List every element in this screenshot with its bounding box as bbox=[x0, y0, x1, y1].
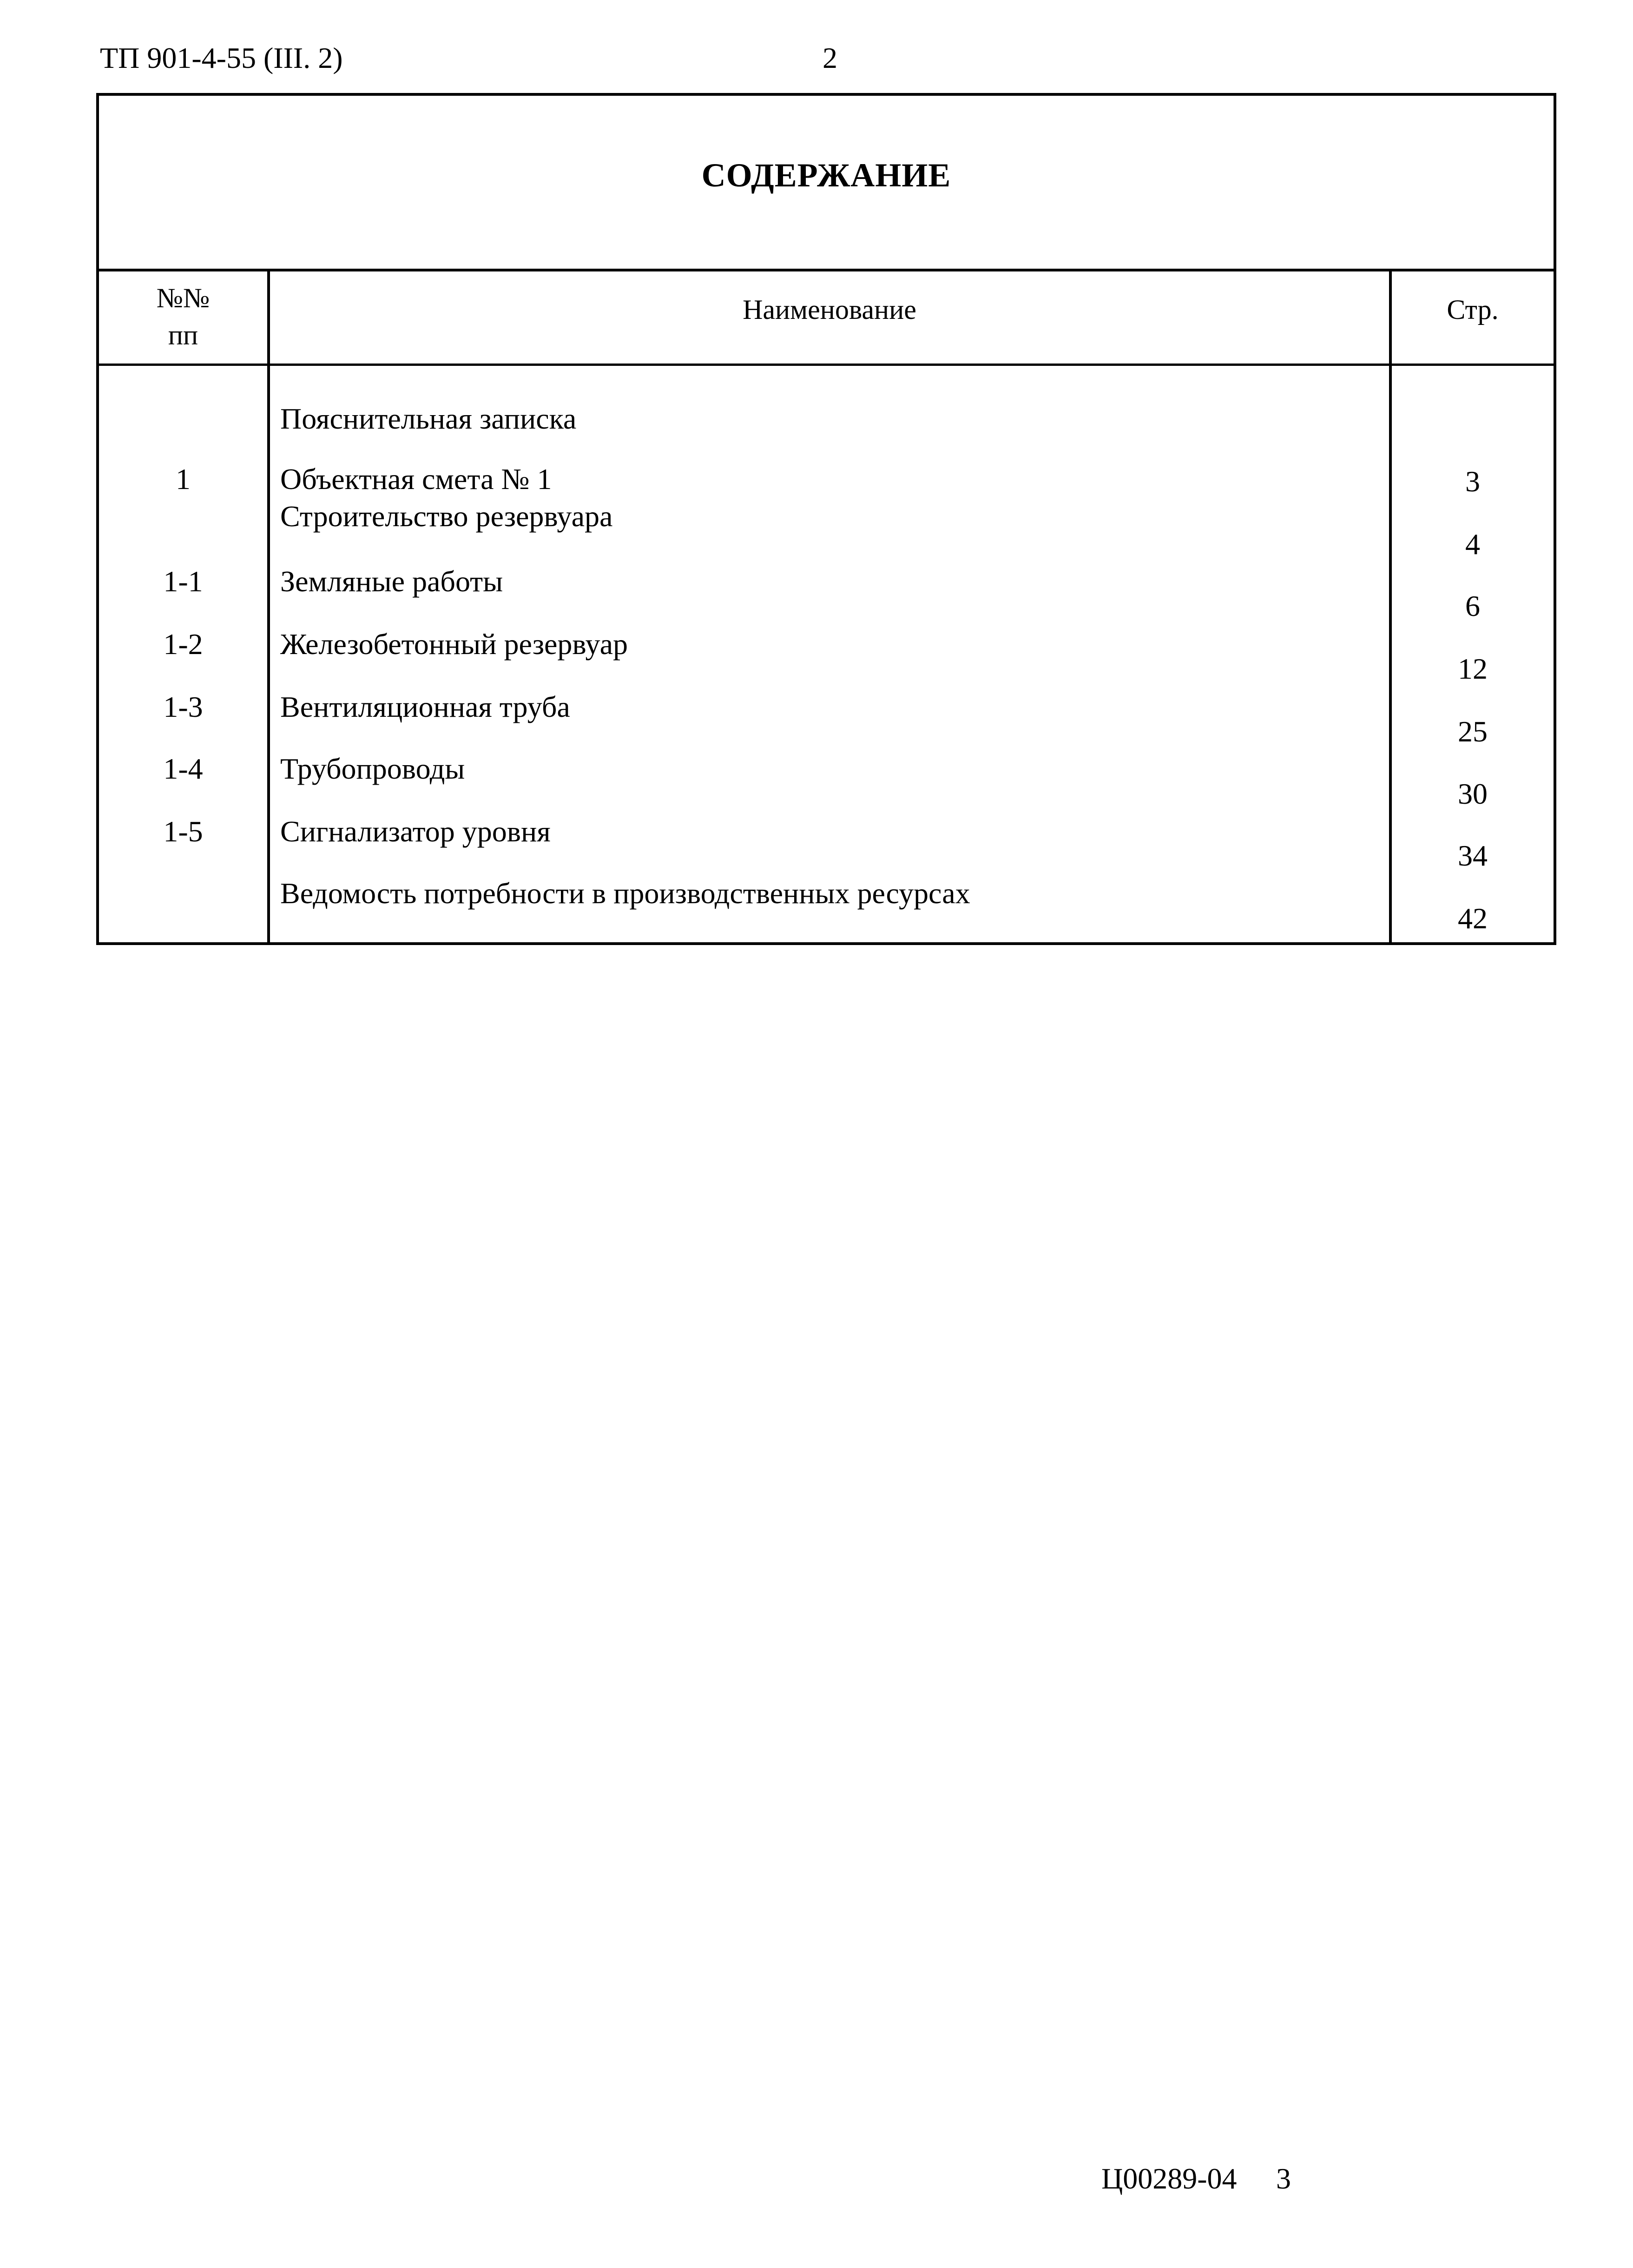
row-number: 1-5 bbox=[163, 815, 203, 848]
row-number: 1-3 bbox=[163, 690, 203, 723]
row-name: Железобетонный резервуар bbox=[280, 628, 628, 661]
row-page: 4 bbox=[1465, 528, 1480, 561]
column-header-number-line1: №№ bbox=[156, 283, 210, 313]
row-name: Ведомость потребности в производственных ресурсах bbox=[280, 877, 970, 910]
footer-sheet-number: 3 bbox=[1276, 2162, 1291, 2195]
title-band bbox=[99, 96, 1554, 271]
row-page: 12 bbox=[1458, 652, 1488, 685]
row-page: 30 bbox=[1458, 777, 1488, 810]
header-divider bbox=[99, 364, 1554, 366]
row-page: 6 bbox=[1465, 589, 1480, 622]
column-header-number bbox=[99, 279, 267, 354]
row-number: 1-2 bbox=[163, 628, 203, 661]
row-number: 1 bbox=[176, 463, 191, 496]
contents-table bbox=[96, 93, 1556, 945]
page-number: 2 bbox=[823, 41, 837, 74]
column-divider bbox=[267, 269, 270, 942]
row-name: Пояснительная записка bbox=[280, 402, 577, 435]
row-name: Земляные работы bbox=[280, 565, 503, 598]
document-code: ТП 901-4-55 (III. 2) bbox=[100, 41, 343, 74]
row-page: 3 bbox=[1465, 465, 1480, 498]
row-page: 42 bbox=[1458, 902, 1488, 935]
row-number: 1-4 bbox=[163, 752, 203, 785]
row-name: Вентиляционная труба bbox=[280, 690, 570, 723]
column-header-number-line2: пп bbox=[168, 320, 198, 350]
row-page: 34 bbox=[1458, 839, 1488, 872]
row-name: Сигнализатор уровня bbox=[280, 815, 551, 848]
row-number: 1-1 bbox=[163, 565, 203, 598]
row-name: Строительство резервуара bbox=[280, 500, 613, 533]
column-header-name: Наименование bbox=[743, 294, 916, 325]
row-page: 25 bbox=[1458, 715, 1488, 748]
footer-code: Ц00289-04 bbox=[1101, 2162, 1237, 2195]
row-name: Трубопроводы bbox=[280, 752, 465, 785]
column-header-page: Стр. bbox=[1447, 294, 1499, 325]
row-name: Объектная смета № 1 bbox=[280, 463, 552, 496]
page-title: СОДЕРЖАНИЕ bbox=[701, 157, 951, 194]
